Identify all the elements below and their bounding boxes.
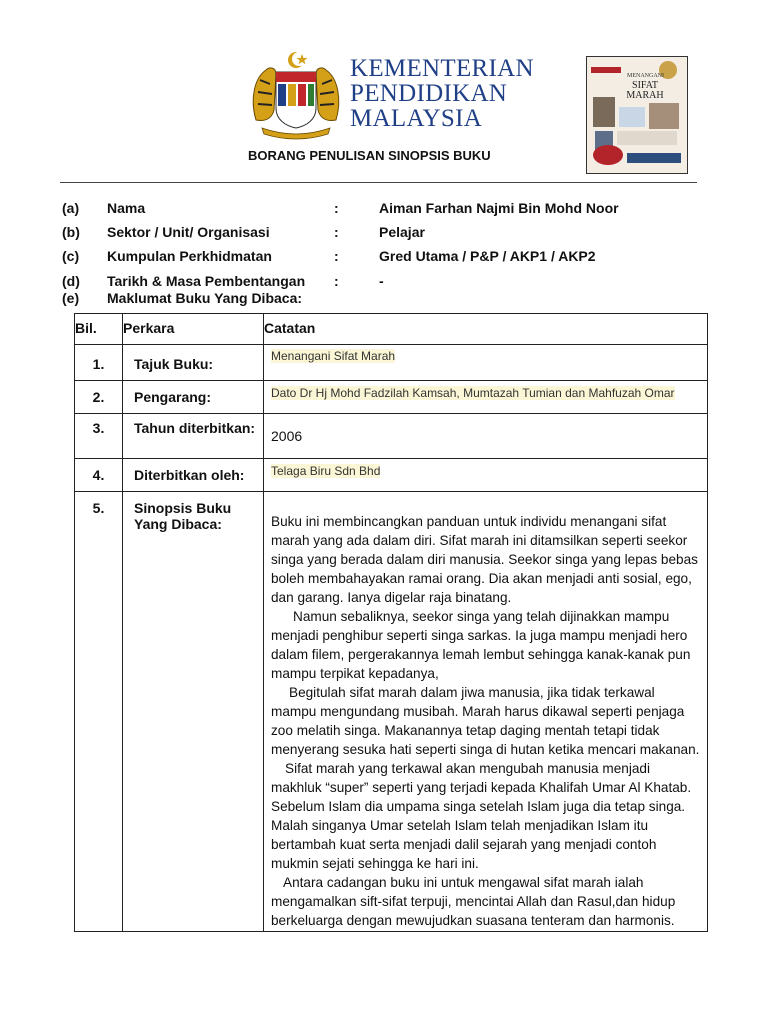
column-header-perkara: Perkara: [123, 314, 264, 345]
row-note: Dato Dr Hj Mohd Fadzilah Kamsah, Mumtazah Tumian dan Mahfuzah Omar: [271, 386, 675, 400]
row-note: 2006: [264, 414, 708, 459]
row-number: 3.: [75, 414, 123, 459]
table-header-row: [75, 314, 708, 345]
ministry-line-3: MALAYSIA: [350, 105, 483, 132]
row-item: Diterbitkan oleh:: [123, 459, 264, 492]
info-label: Kumpulan Perkhidmatan: [107, 248, 272, 264]
row-item: Sinopsis Buku Yang Dibaca:: [123, 492, 264, 932]
row-note-cell: [264, 345, 708, 381]
row-note-cell: [264, 381, 708, 414]
info-value: -: [379, 273, 384, 289]
book-info-table: [74, 313, 708, 932]
info-label: Nama: [107, 200, 146, 216]
row-note-cell: [264, 459, 708, 492]
synopsis-paragraph: Buku ini membincangkan panduan untuk individu menangani sifat marah yang ada dalam diri. Sifat marah ini ditamsilkan seperti seekor singa yang berada dalam diri manusia. Seekor singa yang lepas bebas boleh membahayakan ramai orang. Dia akan menjadi anti sosial, ego, dan garang. Ianya digelar raja binatang.: [271, 514, 698, 605]
synopsis-paragraph: Begitulah sifat marah dalam jiwa manusia, jika tidak terkawal mampu mengundang musibah. Marah harus dikawal seperti penjaga zoo melatih singa. Makanannya tetap daging mentah tetapi tidak menyerang sesuka hati seperti singa di hutan ketika mencari makanan.: [271, 685, 700, 757]
info-code: (c): [62, 248, 80, 264]
row-note: Telaga Biru Sdn Bhd: [271, 464, 381, 478]
info-label: Sektor / Unit/ Organisasi: [107, 224, 270, 240]
info-code: (a): [62, 200, 80, 216]
table-row: [75, 492, 708, 932]
synopsis-cell: [264, 492, 708, 932]
table-row: [75, 381, 708, 414]
ministry-line-2: PENDIDIKAN: [350, 80, 508, 107]
row-item: Tahun diterbitkan:: [123, 414, 264, 459]
row-number: 1.: [75, 345, 123, 381]
info-sep: :: [334, 224, 339, 240]
info-value: Aiman Farhan Najmi Bin Mohd Noor: [379, 200, 619, 216]
table-row: [75, 345, 708, 381]
synopsis-paragraph: Sifat marah yang terkawal akan mengubah manusia menjadi makhluk “super” seperti yang terjadi kepada Khalifah Umar Al Khatab. Sebelum Islam dia umpama singa setelah Islam juga dia tetap singa. Malah singanya Umar setelah Islam telah menjadikan Islam itu bertambah kuat serta menjadi dalil sejarah yang menjadi contoh mukmin sejati sehingga ke hari ini.: [271, 761, 692, 871]
synopsis-paragraph: Antara cadangan buku ini untuk mengawal sifat marah ialah mengamalkan sift-sifat terpuji, mencintai Allah dan Rasul,dan hidup berkeluarga dengan mewujudkan suasana tenteram dan harmonis.: [271, 875, 676, 928]
info-code: (e): [62, 290, 80, 306]
info-label: Tarikh & Masa Pembentangan: [107, 273, 306, 289]
info-code: (d): [62, 273, 80, 289]
ministry-name: [350, 56, 534, 131]
divider: [60, 182, 697, 183]
table-row: [75, 414, 708, 459]
info-sep: :: [334, 273, 339, 289]
row-number: 4.: [75, 459, 123, 492]
info-sep: :: [334, 200, 339, 216]
column-header-catatan: Catatan: [264, 314, 708, 345]
info-value: Pelajar: [379, 224, 425, 240]
ministry-line-1: KEMENTERIAN: [350, 55, 534, 82]
cover-title-main: SIFAT MARAH: [626, 80, 664, 101]
synopsis-paragraph: Namun sebaliknya, seekor singa yang telah dijinakkan mampu menjadi penghibur seperti singa sarkas. Ia juga mampu menjadi hero dalam filem, pergerakannya lemah lembut sehingga kanak-kanak pun mampu terpikat kepadanya,: [271, 609, 691, 681]
table-row: [75, 459, 708, 492]
info-label: Maklumat Buku Yang Dibaca:: [107, 290, 303, 306]
form-title: BORANG PENULISAN SINOPSIS BUKU: [248, 148, 491, 163]
row-item: Pengarang:: [123, 381, 264, 414]
row-item: Tajuk Buku:: [123, 345, 264, 381]
coat-of-arms-icon: [248, 50, 344, 140]
row-number: 2.: [75, 381, 123, 414]
row-number: 5.: [75, 492, 123, 932]
column-header-bil: Bil.: [75, 314, 123, 345]
info-sep: :: [334, 248, 339, 264]
info-code: (b): [62, 224, 80, 240]
cover-title-top: MENANGANI: [627, 73, 664, 79]
info-value: Gred Utama / P&P / AKP1 / AKP2: [379, 248, 596, 264]
row-note: Menangani Sifat Marah: [271, 349, 396, 363]
